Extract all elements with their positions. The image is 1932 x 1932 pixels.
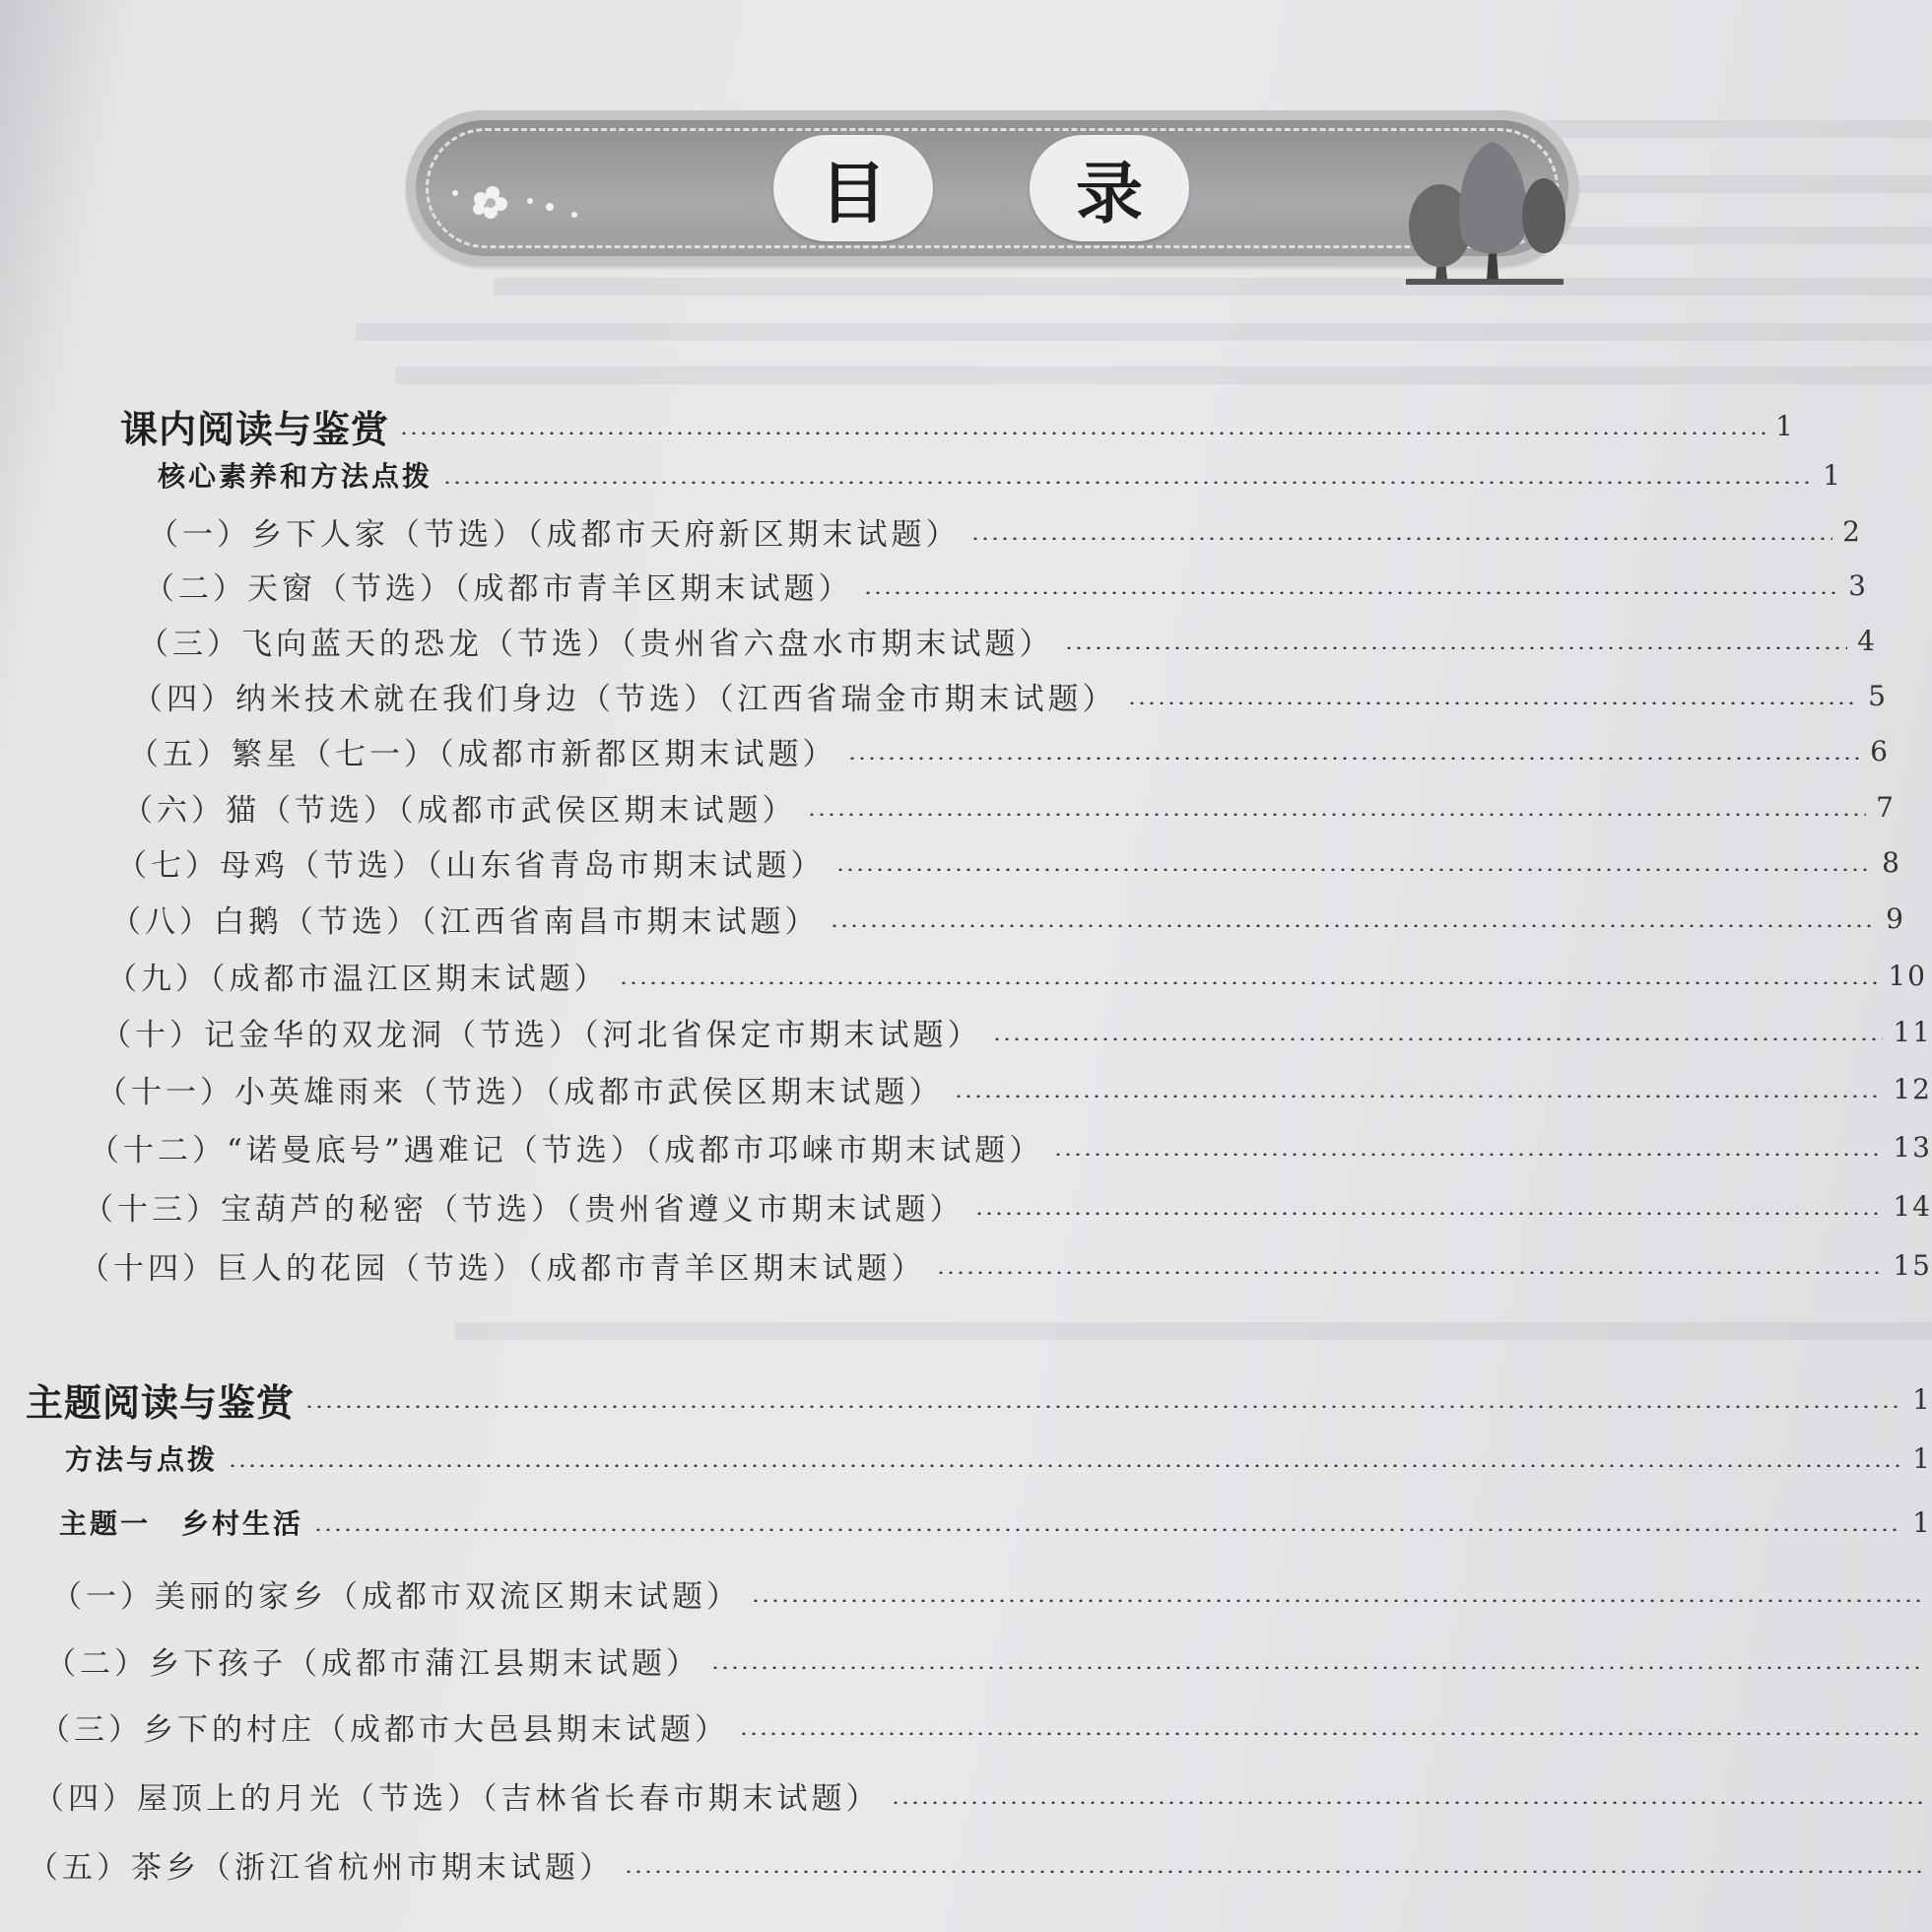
- dot-leader: [936, 1271, 1884, 1274]
- page-number: 14: [1893, 1190, 1932, 1223]
- entry-title: （六）猫（节选）（成都市武侯区期末试题）: [122, 793, 797, 829]
- toc-entry[interactable]: [89, 1125, 1932, 1169]
- entry-title: （一）美丽的家乡（成都市双流区期末试题）: [51, 1579, 741, 1615]
- toc-entry[interactable]: [28, 1842, 1932, 1887]
- entry-title: （十一）小英雄雨来（节选）（成都市武侯区期末试题）: [97, 1075, 944, 1110]
- dot-leader: [751, 1599, 1922, 1602]
- dot-leader: [304, 1405, 1902, 1408]
- dot-leader: [992, 1037, 1884, 1040]
- dot-leader: [228, 1464, 1902, 1467]
- toc-entry[interactable]: [33, 1773, 1932, 1818]
- page-number: 13: [1893, 1131, 1932, 1164]
- toc-entry[interactable]: [138, 619, 1877, 663]
- dot-leader: [1053, 1153, 1883, 1156]
- dot-leader: [807, 813, 1867, 816]
- toc-entry[interactable]: [106, 954, 1927, 998]
- toc-subsection-heading[interactable]: [65, 1438, 1932, 1478]
- page-number: 6: [1870, 735, 1890, 767]
- toc-entry[interactable]: [97, 1067, 1932, 1111]
- dot-leader: [847, 757, 1861, 760]
- entry-title: （十二）“诺曼底号”遇难记（节选）（成都市邛崃市期末试题）: [89, 1133, 1044, 1168]
- page-number: 1: [1823, 458, 1842, 492]
- dot-leader: [624, 1870, 1922, 1873]
- toc-entry[interactable]: [144, 564, 1868, 608]
- page-number: 9: [1886, 902, 1905, 935]
- toc-entry[interactable]: [110, 897, 1905, 941]
- toc-entry[interactable]: [132, 674, 1888, 718]
- dot-leader: [954, 1095, 1884, 1098]
- entry-title: （九）（成都市温江区期末试题）: [106, 962, 609, 997]
- entry-title: （十）记金华的双龙洞（节选）（河北省保定市期末试题）: [100, 1018, 982, 1053]
- dot-leader: [442, 481, 1813, 484]
- page-number: 8: [1882, 846, 1901, 879]
- theme-title: 主题一 乡村生活: [59, 1507, 304, 1540]
- dot-leader: [863, 591, 1839, 594]
- dot-leader: [835, 868, 1873, 871]
- title-char-mu: 目: [773, 135, 933, 241]
- page-number: 1: [1775, 410, 1795, 442]
- entry-title: （八）白鹅（节选）（江西省南昌市期末试题）: [110, 904, 820, 940]
- entry-title: （五）茶乡（浙江省杭州市期末试题）: [28, 1850, 614, 1886]
- toc-entry[interactable]: [79, 1243, 1932, 1288]
- dot-leader: [739, 1732, 1922, 1735]
- dot-leader: [619, 981, 1879, 984]
- toc-entry[interactable]: [51, 1571, 1932, 1616]
- dot-leader: [891, 1801, 1923, 1804]
- toc-entry[interactable]: [45, 1638, 1932, 1683]
- dot-leader: [313, 1528, 1902, 1531]
- toc-theme-heading[interactable]: [59, 1502, 1932, 1542]
- entry-title: （七）母鸡（节选）（山东省青岛市期末试题）: [116, 848, 826, 884]
- toc-entry[interactable]: [122, 785, 1896, 830]
- section-title: 主题阅读与鉴赏: [26, 1381, 296, 1425]
- page-number: 1: [1912, 1383, 1932, 1416]
- entry-title: （四）屋顶上的月光（节选）（吉林省长春市期末试题）: [33, 1781, 881, 1817]
- title-char-lu: 录: [1030, 135, 1189, 241]
- subsection-title: 方法与点拨: [65, 1443, 219, 1476]
- toc-section-heading[interactable]: [120, 399, 1795, 453]
- page-number: 1: [1912, 1505, 1932, 1539]
- page-number: 15: [1893, 1249, 1932, 1282]
- dot-leader: [399, 432, 1765, 434]
- toc-section-heading[interactable]: [26, 1372, 1932, 1427]
- entry-title: （一）乡下人家（节选）（成都市天府新区期末试题）: [148, 517, 961, 553]
- subsection-title: 核心素养和方法点拨: [158, 460, 433, 493]
- dot-leader: [710, 1666, 1922, 1669]
- dot-leader: [974, 1212, 1884, 1215]
- toc-entry[interactable]: [83, 1184, 1932, 1229]
- toc-entry[interactable]: [39, 1704, 1932, 1749]
- entry-title: （二）乡下孩子（成都市蒲江县期末试题）: [45, 1646, 700, 1682]
- toc-entry[interactable]: [128, 729, 1890, 773]
- entry-title: （二）天窗（节选）（成都市青羊区期末试题）: [144, 571, 853, 607]
- dot-leader: [970, 537, 1833, 540]
- dot-leader: [1127, 701, 1859, 704]
- toc-subsection-heading[interactable]: [158, 455, 1842, 495]
- section-title: 课内阅读与鉴赏: [120, 408, 390, 451]
- page-number: 5: [1868, 680, 1888, 712]
- dot-leader: [1064, 646, 1848, 649]
- toc-entry[interactable]: [100, 1010, 1932, 1054]
- entry-title: （四）纳米技术就在我们身边（节选）（江西省瑞金市期末试题）: [132, 682, 1117, 717]
- page-number: 1: [1912, 1441, 1932, 1475]
- page-number: 11: [1893, 1016, 1932, 1048]
- toc-entry[interactable]: [148, 509, 1862, 554]
- entry-title: （三）乡下的村庄（成都市大邑县期末试题）: [39, 1712, 729, 1748]
- page-number: 7: [1876, 791, 1896, 824]
- dot-leader: [830, 924, 1877, 927]
- entry-title: （三）飞向蓝天的恐龙（节选）（贵州省六盘水市期末试题）: [138, 627, 1054, 662]
- entry-title: （十四）巨人的花园（节选）（成都市青羊区期末试题）: [79, 1251, 926, 1287]
- page-number: 10: [1888, 960, 1927, 992]
- entry-title: （五）繁星（七一）（成都市新都区期末试题）: [128, 737, 837, 772]
- page-number: 2: [1842, 515, 1862, 548]
- page-number: 12: [1893, 1073, 1932, 1105]
- page-number: 4: [1857, 625, 1877, 657]
- entry-title: （十三）宝葫芦的秘密（节选）（贵州省遵义市期末试题）: [83, 1192, 965, 1228]
- toc-entry[interactable]: [116, 840, 1901, 885]
- page-number: 3: [1848, 569, 1868, 602]
